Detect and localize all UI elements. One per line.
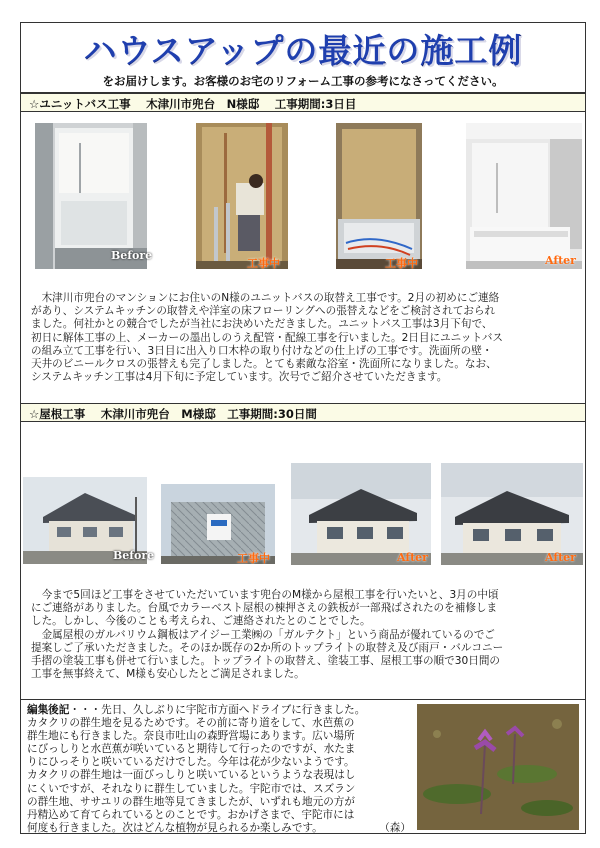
- editor-note: [21, 699, 585, 834]
- text-line: の群生地、ササユリの群生地等見てきましたが、いずれも地元の方が: [27, 795, 355, 808]
- photo-roof-after2: [441, 463, 583, 565]
- section-heading-roof: ☆屋根工事 木津川市兜台 M様邸 工事期間:30日間: [21, 403, 585, 422]
- text-line: ました。何社かとの競合でしたが当社にお決めいただきました。ユニットバス工事は3月下旬で、: [31, 318, 493, 331]
- photo-bath-work2: [336, 123, 422, 269]
- text-line: があり、システムキッチンの取替えや洋室の床フローリングへの張替えなどをご検討されておられ: [31, 305, 496, 318]
- photo-caption: After: [545, 551, 576, 564]
- text-line: 提案しご了承いただきました。そのほか既存の2か所のトップライトの取替え及び雨戸・バルコニー: [31, 641, 504, 654]
- text-line: にびっしりと水芭蕉が咲いていると期待して行ったのですが、水たま: [27, 743, 356, 756]
- text-line: した。しかし、今後のことも考えられ、ご連絡されたとのことでした。: [31, 615, 371, 628]
- text-line: にご連絡がありました。台風でカラーベスト屋根の棟押さえの鉄板が一部飛ばされたのを補修しま: [31, 602, 498, 615]
- text-line-body: ・・・先日、久しぶりに宇陀市方面へドライブに行きました。: [69, 704, 366, 716]
- text-line-body: 何度も行きました。次はどんな植物が見られるか楽しみです。: [27, 821, 323, 834]
- photo-katakuri-flower: [417, 704, 579, 830]
- photo-caption: Before: [113, 549, 155, 562]
- editor-note-label: 編集後記: [27, 704, 70, 716]
- text-line: にくいですが、それなりに群生していました。宇陀市では、スズラン: [27, 782, 356, 795]
- photo-caption: 工事中: [385, 257, 418, 270]
- photo-caption: 工事中: [247, 257, 280, 270]
- text-line: 木津川市兜台のマンションにお住いのN様のユニットバスの取替え工事です。2月の初めにご連絡: [31, 292, 500, 304]
- text-line: 工事を無事終えて、M様も安心したとご満足されました。: [31, 668, 305, 681]
- section1-description: [31, 292, 581, 384]
- text-line: カタクリの群生地は一面びっしりと咲いているというような表現はし: [27, 769, 356, 782]
- newsletter-frame: [20, 22, 586, 834]
- text-line: 天井のビニールクロスの張替えも完了しました。とても素敵な浴室・洗面所になりました。なお、: [31, 358, 497, 371]
- text-line: [27, 704, 411, 717]
- photo-caption: 工事中: [237, 552, 270, 565]
- section2-description: [31, 589, 581, 681]
- text-line: カタクリの群生地を見るためです。その前に寄り道をして、水芭蕉の: [27, 717, 355, 730]
- page-title: ハウスアップの最近の施工例: [83, 31, 523, 70]
- photo-bath-work1: [196, 123, 288, 269]
- photo-caption: After: [397, 551, 428, 564]
- page-subtitle: をお届けします。お客様のお宅のリフォーム工事の参考になさってください。: [102, 74, 504, 88]
- photo-caption: Before: [111, 249, 153, 262]
- text-line: りにひっそりと咲いているだけでした。今年は花が少ないようです。: [27, 756, 355, 769]
- signature: （森）: [379, 821, 411, 834]
- photo-bath-after: [466, 123, 582, 269]
- text-line: システムキッチン工事は4月下旬に予定しています。次号でご紹介させていただきます。: [31, 371, 448, 384]
- text-line: 手摺の塗装工事も併せて行いました。トップライトの取替え、塗装工事、屋根工事の順で30日間の: [31, 655, 501, 668]
- photo-caption: After: [545, 254, 576, 267]
- text-line: 丹精込めて育てられているとのことです。おかげさまで、宇陀市には: [27, 808, 355, 821]
- text-line: の組み立て工事を行い、3日目に出入り口木枠の取り付けなどの仕上げの工事です。洗面所の壁・: [31, 344, 493, 357]
- text-line: 初日に解体工事の上、メーカーの墨出しのうえ配管・配線工事を行いました。2日目にユニットバス: [31, 331, 504, 344]
- photo-roof-after1: [291, 463, 431, 565]
- section-heading-unit-bath: ☆ユニットバス工事 木津川市兜台 N様邸 工事期間:3日目: [21, 93, 585, 112]
- editor-note-text: [27, 704, 411, 835]
- text-line: 金属屋根のガルバリウム鋼板はアイジー工業㈱の「ガルテクト」という商品が優れているのでご: [31, 628, 495, 641]
- header: [21, 23, 585, 93]
- photo-bath-before: [35, 123, 147, 269]
- text-line: [27, 822, 411, 835]
- text-line: 今まで5回ほど工事をさせていただいています兜台のM様から屋根工事を行いたいと、3月の中頃: [31, 589, 499, 601]
- text-line: 群生地にも行きました。奈良市吐山の森野営場にあります。広い場所: [27, 730, 355, 743]
